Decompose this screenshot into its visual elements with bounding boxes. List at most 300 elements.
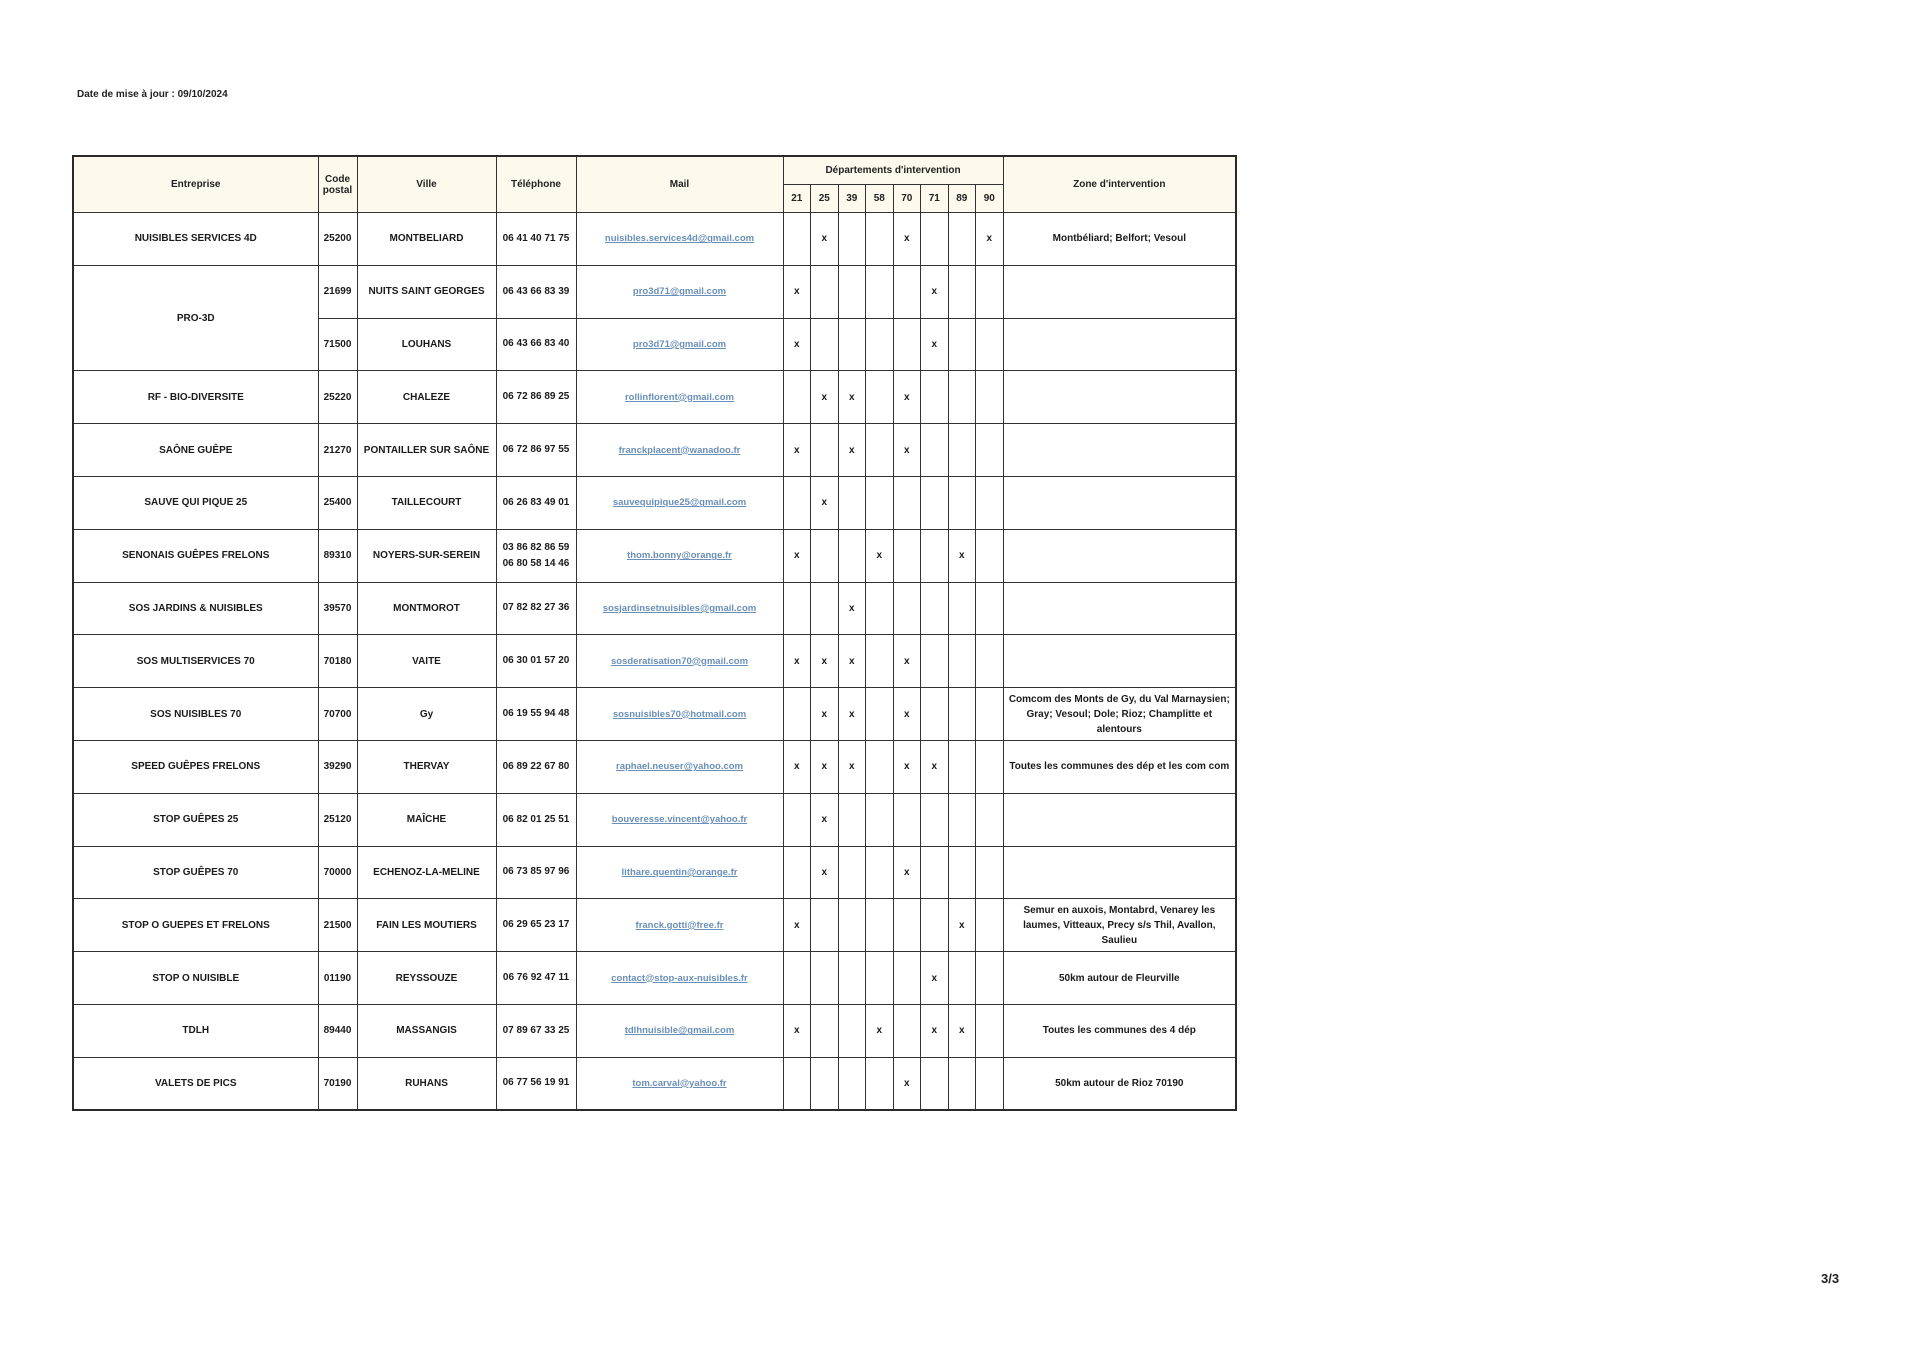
cell-ville: LOUHANS (357, 318, 496, 371)
cell-dept-70 (893, 793, 921, 846)
cell-dept-71 (921, 1057, 949, 1110)
cell-dept-90 (976, 529, 1004, 582)
cell-code-postal: 25120 (318, 793, 357, 846)
cell-zone: Toutes les communes des 4 dép (1003, 1004, 1236, 1057)
cell-dept-58 (866, 318, 894, 371)
cell-zone (1003, 529, 1236, 582)
cell-zone: Montbéliard; Belfort; Vesoul (1003, 213, 1236, 266)
table-row (73, 688, 1236, 741)
cell-telephone (496, 1004, 576, 1057)
cell-dept-21: x (783, 740, 811, 793)
header-zone: Zone d'intervention (1003, 156, 1236, 213)
cell-mail (576, 213, 783, 266)
header-ville: Ville (357, 156, 496, 213)
cell-entreprise: STOP GUÊPES 70 (73, 846, 318, 899)
cell-dept-25: x (811, 793, 839, 846)
phone-number: 06 72 86 89 25 (502, 391, 570, 403)
cell-code-postal: 25400 (318, 476, 357, 529)
cell-dept-39: x (838, 424, 866, 477)
table-row (73, 899, 1236, 952)
cell-dept-71 (921, 476, 949, 529)
cell-dept-70 (893, 582, 921, 635)
cell-dept-21: x (783, 424, 811, 477)
phone-number: 06 30 01 57 20 (502, 655, 570, 667)
mail-link[interactable]: rollinflorent@gmail.com (624, 391, 735, 403)
header-dept-71: 71 (921, 185, 949, 213)
table-row (73, 740, 1236, 793)
cell-code-postal: 70000 (318, 846, 357, 899)
cell-dept-25: x (811, 846, 839, 899)
cell-dept-89 (948, 582, 976, 635)
cell-dept-71: x (921, 952, 949, 1005)
cell-code-postal: 70190 (318, 1057, 357, 1110)
cell-telephone (496, 952, 576, 1005)
cell-dept-58 (866, 793, 894, 846)
cell-dept-21: x (783, 265, 811, 318)
cell-dept-25 (811, 318, 839, 371)
mail-link[interactable]: sosjardinsetnuisibles@gmail.com (602, 602, 757, 614)
cell-code-postal: 21500 (318, 899, 357, 952)
cell-dept-89 (948, 371, 976, 424)
cell-code-postal: 21699 (318, 265, 357, 318)
cell-mail (576, 529, 783, 582)
cell-dept-25 (811, 424, 839, 477)
header-mail: Mail (576, 156, 783, 213)
cell-dept-21 (783, 688, 811, 741)
cell-dept-58 (866, 635, 894, 688)
cell-dept-70 (893, 1004, 921, 1057)
cell-dept-21: x (783, 899, 811, 952)
cell-dept-89 (948, 1057, 976, 1110)
cell-entreprise: TDLH (73, 1004, 318, 1057)
cell-zone: Toutes les communes des dép et les com com (1003, 740, 1236, 793)
cell-dept-39 (838, 265, 866, 318)
cell-ville: MASSANGIS (357, 1004, 496, 1057)
cell-code-postal: 39570 (318, 582, 357, 635)
cell-zone (1003, 318, 1236, 371)
cell-dept-58 (866, 1057, 894, 1110)
table-row (73, 1057, 1236, 1110)
cell-dept-90 (976, 1004, 1004, 1057)
cell-dept-71 (921, 529, 949, 582)
cell-dept-39 (838, 846, 866, 899)
cell-code-postal: 70180 (318, 635, 357, 688)
cell-dept-39: x (838, 688, 866, 741)
header-dept-21: 21 (783, 185, 811, 213)
cell-dept-90: x (976, 213, 1004, 266)
cell-dept-89 (948, 424, 976, 477)
phone-number: 03 86 82 86 59 (502, 541, 570, 553)
phone-number: 06 43 66 83 40 (502, 338, 570, 350)
cell-mail (576, 899, 783, 952)
header-dept-90: 90 (976, 185, 1004, 213)
table-row (73, 582, 1236, 635)
cell-entreprise: SOS NUISIBLES 70 (73, 688, 318, 741)
phone-number: 06 72 86 97 55 (502, 444, 570, 456)
cell-ville: THERVAY (357, 740, 496, 793)
cell-dept-21 (783, 1057, 811, 1110)
mail-link[interactable]: franck.gotti@free.fr (635, 919, 724, 931)
phone-number: 06 43 66 83 39 (502, 285, 570, 297)
cell-code-postal: 01190 (318, 952, 357, 1005)
cell-dept-58 (866, 424, 894, 477)
cell-telephone (496, 476, 576, 529)
cell-mail (576, 582, 783, 635)
cell-mail (576, 424, 783, 477)
cell-ville: PONTAILLER SUR SAÔNE (357, 424, 496, 477)
table-row (73, 476, 1236, 529)
cell-dept-90 (976, 265, 1004, 318)
cell-ville: Gy (357, 688, 496, 741)
cell-dept-89: x (948, 529, 976, 582)
cell-dept-25: x (811, 476, 839, 529)
cell-dept-39 (838, 529, 866, 582)
cell-mail (576, 1057, 783, 1110)
cell-dept-70 (893, 265, 921, 318)
cell-zone (1003, 424, 1236, 477)
table-row (73, 846, 1236, 899)
cell-dept-70 (893, 318, 921, 371)
cell-telephone (496, 213, 576, 266)
cell-telephone (496, 318, 576, 371)
cell-zone (1003, 265, 1236, 318)
cell-dept-71 (921, 424, 949, 477)
cell-dept-71 (921, 371, 949, 424)
cell-dept-90 (976, 688, 1004, 741)
cell-ville: TAILLECOURT (357, 476, 496, 529)
mail-link[interactable]: contact@stop-aux-nuisibles.fr (611, 972, 748, 984)
cell-zone: Comcom des Monts de Gy, du Val Marnaysien; Gray; Vesoul; Dole; Rioz; Champlitte et alentours (1003, 688, 1236, 741)
cell-dept-89: x (948, 1004, 976, 1057)
phone-number: 06 82 01 25 51 (502, 813, 570, 825)
mail-link[interactable]: tdlhnuisible@gmail.com (624, 1025, 735, 1037)
cell-dept-58 (866, 371, 894, 424)
cell-dept-71 (921, 213, 949, 266)
cell-mail (576, 371, 783, 424)
cell-dept-70 (893, 529, 921, 582)
phone-number: 06 89 22 67 80 (502, 760, 570, 772)
cell-entreprise: SAUVE QUI PIQUE 25 (73, 476, 318, 529)
cell-dept-39: x (838, 582, 866, 635)
cell-ville: FAIN LES MOUTIERS (357, 899, 496, 952)
cell-zone (1003, 476, 1236, 529)
mail-link[interactable]: franckplacent@wanadoo.fr (618, 444, 741, 456)
intervention-table (72, 155, 1237, 1111)
cell-dept-39 (838, 318, 866, 371)
cell-ville: RUHANS (357, 1057, 496, 1110)
table-row (73, 371, 1236, 424)
cell-dept-70: x (893, 740, 921, 793)
cell-entreprise: SOS MULTISERVICES 70 (73, 635, 318, 688)
cell-ville: NOYERS-SUR-SEREIN (357, 529, 496, 582)
cell-dept-25 (811, 1057, 839, 1110)
cell-dept-70 (893, 476, 921, 529)
cell-dept-90 (976, 899, 1004, 952)
mail-link[interactable]: lithare.quentin@orange.fr (621, 866, 738, 878)
cell-code-postal: 39290 (318, 740, 357, 793)
cell-entreprise: RF - BIO-DIVERSITE (73, 371, 318, 424)
cell-zone (1003, 793, 1236, 846)
cell-dept-70: x (893, 371, 921, 424)
cell-dept-90 (976, 793, 1004, 846)
cell-ville: MONTBELIARD (357, 213, 496, 266)
cell-dept-21 (783, 582, 811, 635)
table-row (73, 793, 1236, 846)
cell-dept-58 (866, 213, 894, 266)
cell-dept-21: x (783, 529, 811, 582)
cell-dept-90 (976, 740, 1004, 793)
cell-dept-90 (976, 846, 1004, 899)
cell-dept-21 (783, 476, 811, 529)
cell-telephone (496, 793, 576, 846)
cell-dept-25: x (811, 740, 839, 793)
cell-dept-71 (921, 899, 949, 952)
cell-dept-70: x (893, 688, 921, 741)
cell-entreprise: STOP O GUEPES ET FRELONS (73, 899, 318, 952)
cell-code-postal: 71500 (318, 318, 357, 371)
cell-zone: 50km autour de Rioz 70190 (1003, 1057, 1236, 1110)
cell-mail (576, 318, 783, 371)
cell-dept-70: x (893, 424, 921, 477)
cell-dept-89 (948, 476, 976, 529)
cell-dept-71: x (921, 740, 949, 793)
mail-link[interactable]: raphael.neuser@yahoo.com (616, 761, 743, 773)
cell-entreprise: STOP O NUISIBLE (73, 952, 318, 1005)
cell-ville: MAÎCHE (357, 793, 496, 846)
cell-zone (1003, 582, 1236, 635)
cell-dept-39 (838, 793, 866, 846)
cell-dept-89: x (948, 899, 976, 952)
mail-link[interactable]: bouveresse.vincent@yahoo.fr (611, 814, 748, 826)
cell-telephone (496, 265, 576, 318)
cell-dept-71: x (921, 265, 949, 318)
cell-dept-89 (948, 635, 976, 688)
cell-dept-58 (866, 952, 894, 1005)
cell-dept-25: x (811, 371, 839, 424)
cell-telephone (496, 424, 576, 477)
cell-dept-89 (948, 952, 976, 1005)
phone-number: 07 82 82 27 36 (502, 602, 570, 614)
phone-number: 06 29 65 23 17 (502, 919, 570, 931)
cell-dept-25 (811, 265, 839, 318)
cell-dept-58 (866, 476, 894, 529)
cell-dept-71: x (921, 1004, 949, 1057)
cell-telephone (496, 371, 576, 424)
table-row (73, 952, 1236, 1005)
table-row (73, 529, 1236, 582)
cell-dept-71 (921, 635, 949, 688)
mail-link[interactable]: nuisibles.services4d@gmail.com (604, 233, 755, 245)
cell-ville: CHALEZE (357, 371, 496, 424)
cell-dept-58: x (866, 529, 894, 582)
header-dept-70: 70 (893, 185, 921, 213)
cell-entreprise: SOS JARDINS & NUISIBLES (73, 582, 318, 635)
cell-ville: NUITS SAINT GEORGES (357, 265, 496, 318)
cell-dept-25: x (811, 635, 839, 688)
table-row (73, 213, 1236, 266)
cell-entreprise: SPEED GUÊPES FRELONS (73, 740, 318, 793)
cell-telephone (496, 1057, 576, 1110)
cell-dept-70: x (893, 1057, 921, 1110)
cell-dept-90 (976, 1057, 1004, 1110)
cell-dept-25 (811, 1004, 839, 1057)
cell-mail (576, 1004, 783, 1057)
mail-link[interactable]: sosnuisibles70@hotmail.com (612, 708, 747, 720)
cell-dept-90 (976, 371, 1004, 424)
cell-dept-90 (976, 635, 1004, 688)
cell-dept-58 (866, 582, 894, 635)
mail-link[interactable]: pro3d71@gmail.com (632, 338, 727, 350)
cell-dept-25: x (811, 688, 839, 741)
cell-code-postal: 89310 (318, 529, 357, 582)
cell-dept-39 (838, 1057, 866, 1110)
cell-dept-21 (783, 846, 811, 899)
cell-entreprise: STOP GUÊPES 25 (73, 793, 318, 846)
cell-dept-21: x (783, 1004, 811, 1057)
phone-number: 06 19 55 94 48 (502, 708, 570, 720)
cell-code-postal: 25220 (318, 371, 357, 424)
cell-dept-89 (948, 688, 976, 741)
phone-number: 07 89 67 33 25 (502, 1024, 570, 1036)
header-dept-58: 58 (866, 185, 894, 213)
table-row (73, 424, 1236, 477)
mail-link[interactable]: sauvequipique25@gmail.com (612, 497, 747, 509)
cell-zone (1003, 846, 1236, 899)
cell-dept-39 (838, 952, 866, 1005)
cell-telephone (496, 529, 576, 582)
cell-dept-21 (783, 952, 811, 1005)
mail-link[interactable]: pro3d71@gmail.com (632, 286, 727, 298)
phone-number: 06 41 40 71 75 (502, 232, 570, 244)
header-dept-89: 89 (948, 185, 976, 213)
cell-dept-89 (948, 740, 976, 793)
cell-dept-71: x (921, 318, 949, 371)
cell-dept-71 (921, 793, 949, 846)
cell-mail (576, 793, 783, 846)
phone-number: 06 76 92 47 11 (502, 972, 570, 984)
cell-code-postal: 89440 (318, 1004, 357, 1057)
cell-zone (1003, 635, 1236, 688)
cell-dept-70: x (893, 635, 921, 688)
cell-telephone (496, 899, 576, 952)
cell-code-postal: 25200 (318, 213, 357, 266)
cell-telephone (496, 688, 576, 741)
cell-ville: REYSSOUZE (357, 952, 496, 1005)
cell-entreprise: PRO-3D (73, 265, 318, 371)
table-row (73, 1004, 1236, 1057)
cell-dept-39: x (838, 635, 866, 688)
header-departements: Départements d'intervention (783, 156, 1003, 185)
cell-dept-58 (866, 740, 894, 793)
phone-number: 06 26 83 49 01 (502, 496, 570, 508)
cell-dept-21: x (783, 635, 811, 688)
cell-dept-71 (921, 846, 949, 899)
cell-dept-25 (811, 582, 839, 635)
table-row (73, 265, 1236, 318)
cell-dept-39: x (838, 371, 866, 424)
header-dept-39: 39 (838, 185, 866, 213)
cell-zone: Semur en auxois, Montabrd, Venarey les laumes, Vitteaux, Precy s/s Thil, Avallon, Saulieu (1003, 899, 1236, 952)
phone-number: 06 77 56 19 91 (502, 1077, 570, 1089)
cell-entreprise: SENONAIS GUÊPES FRELONS (73, 529, 318, 582)
page-number: 3/3 (1821, 1271, 1840, 1286)
cell-dept-90 (976, 582, 1004, 635)
cell-dept-90 (976, 476, 1004, 529)
cell-dept-89 (948, 793, 976, 846)
cell-dept-89 (948, 265, 976, 318)
cell-dept-25 (811, 952, 839, 1005)
cell-entreprise: VALETS DE PICS (73, 1057, 318, 1110)
cell-dept-58 (866, 846, 894, 899)
cell-zone: 50km autour de Fleurville (1003, 952, 1236, 1005)
mail-link[interactable]: sosderatisation70@gmail.com (610, 655, 749, 667)
cell-dept-71 (921, 688, 949, 741)
phone-number: 06 73 85 97 96 (502, 866, 570, 878)
cell-dept-21: x (783, 318, 811, 371)
mail-link[interactable]: thom.bonny@orange.fr (627, 550, 732, 562)
cell-dept-39 (838, 899, 866, 952)
cell-dept-58 (866, 265, 894, 318)
cell-dept-89 (948, 846, 976, 899)
cell-code-postal: 21270 (318, 424, 357, 477)
cell-mail (576, 635, 783, 688)
cell-dept-90 (976, 318, 1004, 371)
cell-dept-25: x (811, 213, 839, 266)
cell-telephone (496, 582, 576, 635)
cell-dept-21 (783, 793, 811, 846)
cell-dept-70 (893, 899, 921, 952)
header-dept-25: 25 (811, 185, 839, 213)
cell-dept-58 (866, 899, 894, 952)
cell-ville: VAITE (357, 635, 496, 688)
cell-zone (1003, 371, 1236, 424)
cell-telephone (496, 846, 576, 899)
cell-dept-21 (783, 213, 811, 266)
cell-dept-25 (811, 529, 839, 582)
cell-dept-89 (948, 318, 976, 371)
cell-mail (576, 476, 783, 529)
cell-mail (576, 265, 783, 318)
phone-number: 06 80 58 14 46 (502, 557, 570, 569)
cell-dept-39 (838, 476, 866, 529)
cell-telephone (496, 740, 576, 793)
cell-ville: ECHENOZ-LA-MELINE (357, 846, 496, 899)
cell-dept-70: x (893, 846, 921, 899)
cell-dept-39 (838, 1004, 866, 1057)
cell-telephone (496, 635, 576, 688)
cell-mail (576, 952, 783, 1005)
cell-dept-21 (783, 371, 811, 424)
cell-dept-58 (866, 688, 894, 741)
cell-entreprise: NUISIBLES SERVICES 4D (73, 213, 318, 266)
cell-mail (576, 740, 783, 793)
mail-link[interactable]: tom.carval@yahoo.fr (632, 1077, 727, 1089)
header-telephone: Téléphone (496, 156, 576, 213)
cell-code-postal: 70700 (318, 688, 357, 741)
header-code-postal: Code postal (318, 156, 357, 213)
cell-dept-90 (976, 424, 1004, 477)
table-row (73, 635, 1236, 688)
cell-dept-58: x (866, 1004, 894, 1057)
cell-dept-89 (948, 213, 976, 266)
cell-dept-90 (976, 952, 1004, 1005)
cell-mail (576, 846, 783, 899)
cell-dept-70 (893, 952, 921, 1005)
cell-dept-71 (921, 582, 949, 635)
cell-ville: MONTMOROT (357, 582, 496, 635)
update-date: Date de mise à jour : 09/10/2024 (77, 89, 228, 100)
cell-dept-70: x (893, 213, 921, 266)
